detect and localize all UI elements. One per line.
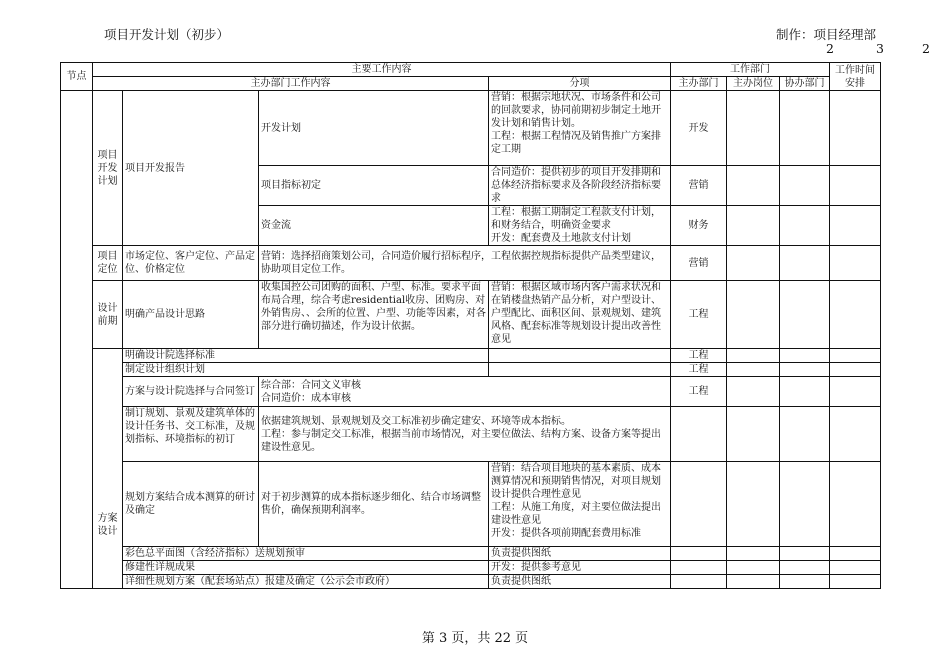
date-digit-3: 2: [922, 41, 930, 56]
table-row: [61, 349, 881, 363]
design-idea-dept: 工程: [671, 281, 727, 349]
dev-plan-task: 开发计划: [259, 91, 489, 166]
maker-label: 制作：项目经理部: [776, 27, 877, 42]
table-row: [61, 547, 881, 561]
task-book: 制订规划、景观及建筑单体的设计任务书、交工标准，及规划指标、环境指标的初订: [123, 407, 259, 462]
choose-institute: 明确设计院选择标准: [123, 349, 489, 363]
stage-design-early: 设计前期: [93, 281, 123, 349]
node-header: 节点: [61, 63, 93, 91]
indicator-dept: 营销: [671, 166, 727, 206]
table-row: [61, 363, 881, 377]
contract-sign-task: 综合部：合同文义审核 合同造价：成本审核: [259, 377, 671, 407]
stage-scheme-design: 方案设计: [93, 349, 123, 589]
indicator-subitem: 合同造价：提供初步的项目开发排期和总体经济指标要求及各阶段经济指标要求: [489, 166, 671, 206]
table-row: [61, 246, 881, 281]
choose-institute-dept: 工程: [671, 349, 727, 363]
contract-sign-dept: 工程: [671, 377, 727, 407]
lead-dept-header: 主办部门: [671, 77, 727, 91]
detail-result: 修建性详规成果: [123, 561, 489, 575]
schedule-header: 工作时间安排: [830, 63, 881, 91]
detail-result-subitem: 开发：提供参考意见: [489, 561, 671, 575]
design-idea-task: 收集国控公司团购的面积、户型、标准。要求平面布局合理，综合考虑residential收房、团购房、对外销售房、、会所的位置、户型、功能等因素，对各部分进行确切描述，作为设计依据。: [259, 281, 489, 349]
cost-research: 规划方案结合成本测算的研讨及确定: [123, 462, 259, 547]
assist-dept-header: 协办部门: [780, 77, 830, 91]
page-footer: 第 3 页，共 22 页: [421, 631, 529, 646]
header-row-1: [61, 63, 881, 77]
detail-plan-subitem: 负责提供图纸: [489, 575, 671, 589]
table-row: [61, 377, 881, 407]
table-row: [61, 561, 881, 575]
design-org-plan: 制定设计组织计划: [123, 363, 489, 377]
cashflow-subitem: 工程：根据工期制定工程款支付计划，和财务结合，明确资金要求 开发：配套费及土地款支付计划: [489, 206, 671, 246]
header-row-2: [61, 77, 881, 91]
cost-research-subitem: 营销：结合项目地块的基本素质、成本测算情况和预期销售情况，对项目规划设计提供合理性意见 工程：从施工角度，对主要位做法提出建设性意见 开发：提供各项前期配套费用标准: [489, 462, 671, 547]
color-plan: 彩色总平面图（含经济指标）送规划预审: [123, 547, 489, 561]
dev-plan-dept: 开发: [671, 91, 727, 166]
contract-sign: 方案与设计院选择与合同签订: [123, 377, 259, 407]
lead-post-header: 主办岗位: [727, 77, 780, 91]
indicator-task: 项目指标初定: [259, 166, 489, 206]
table-row: [61, 91, 881, 166]
dev-plan-subitem: 营销：根据宗地状况、市场条件和公司的回款要求，协同前期初步制定土地开发计划和销售计划。 工程：根据工程情况及销售推广方案排定工期: [489, 91, 671, 166]
main-content-header: 主要工作内容: [93, 63, 671, 77]
stage-positioning: 项目定位: [93, 246, 123, 281]
table-row: [61, 575, 881, 589]
stage-dev-plan: 项目开发计划: [93, 91, 123, 246]
positioning-task: 营销：选择招商策划公司，合同造价履行招标程序，工程依据控规指标提供产品类型建议，协助项目定位工作。: [259, 246, 671, 281]
design-idea-cell: 明确产品设计思路: [123, 281, 259, 349]
task-book-task: 依据建筑规划、景观规划及交工标准初步确定建安、环境等成本指标。 工程：参与制定交工标准，根据当前市场情况，对主要位做法、结构方案、设备方案等提出建设性意见。: [259, 407, 671, 462]
design-org-plan-dept: 工程: [671, 363, 727, 377]
cost-research-task: 对于初步测算的成本指标逐步细化、结合市场调整售价，确保预期利润率。: [259, 462, 489, 547]
table-row: [61, 407, 881, 462]
lead-content-header: 主办部门工作内容: [93, 77, 489, 91]
subitem-header: 分项: [489, 77, 671, 91]
color-plan-subitem: 负责提供图纸: [489, 547, 671, 561]
detail-plan: 详细性规划方案（配套场站点）报建及确定（公示会市政府）: [123, 575, 489, 589]
positioning-content: 市场定位、客户定位、产品定位、价格定位: [123, 246, 259, 281]
design-idea-subitem: 营销：根据区域市场内客户需求状况和在销楼盘热销产品分析，对户型设计、户型配比、面积区间、景观规划、建筑风格、配套标准等规划设计提出改善性意见: [489, 281, 671, 349]
dev-report-cell: 项目开发报告: [123, 91, 259, 246]
date-digit-1: 2: [826, 41, 834, 56]
positioning-dept: 营销: [671, 246, 727, 281]
date-digit-2: 3: [876, 41, 884, 56]
table-row: [61, 281, 881, 349]
cashflow-task: 资金流: [259, 206, 489, 246]
cashflow-dept: 财务: [671, 206, 727, 246]
node-cell: [61, 91, 93, 589]
page-title: 项目开发计划（初步）: [104, 27, 230, 42]
departments-header: 工作部门: [671, 63, 830, 77]
table-row: [61, 462, 881, 547]
work-plan-table: [60, 62, 881, 589]
